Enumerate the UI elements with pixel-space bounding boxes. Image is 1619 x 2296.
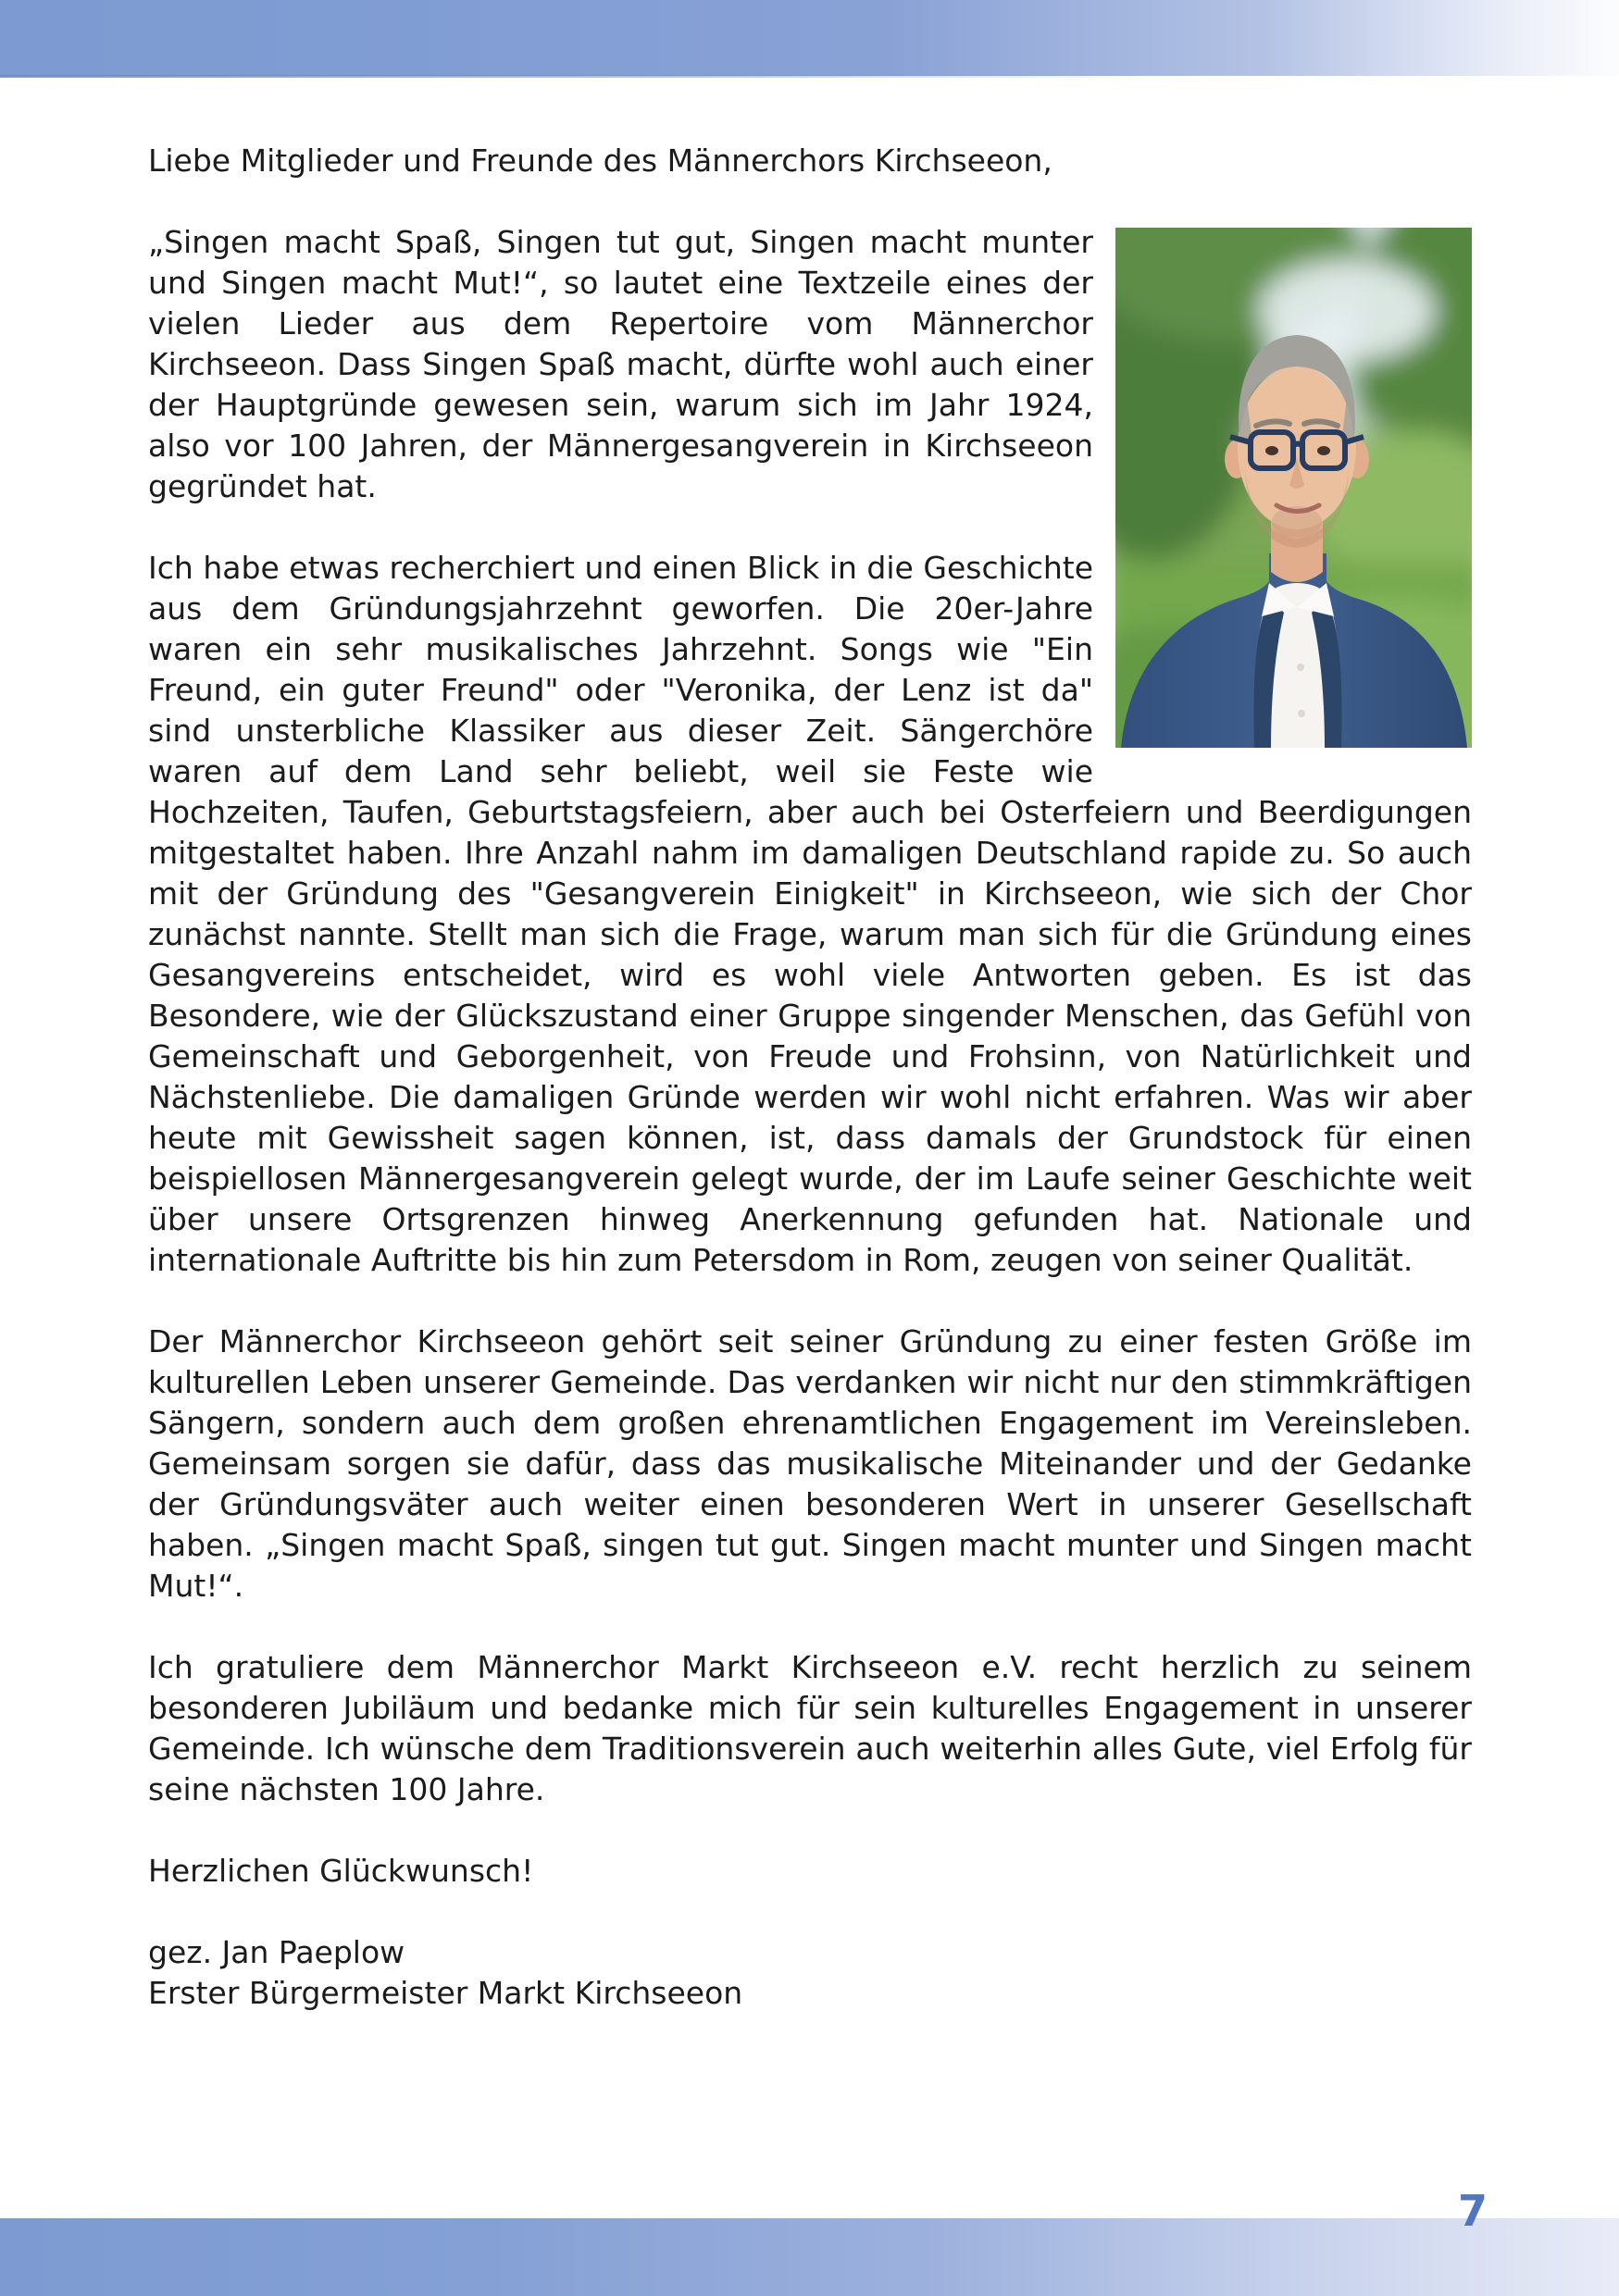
portrait-face xyxy=(1238,366,1356,529)
closing-line: Herzlichen Glückwunsch! xyxy=(148,1853,534,1889)
letter-body xyxy=(148,141,1472,2014)
letter-paragraph-gratulation: Ich gratuliere dem Männerchor Markt Kirchseeon e.V. recht herzlich zu seinem besonderen Jubiläum und bedanke mich für sein kulturelles Engagement in unserer Gemeinde. Ich wünsche dem Traditionsverein auch weiterhin alles Gute, viel Erfolg für seine nächsten 100 Jahre. xyxy=(148,1649,1472,1807)
portrait-photo xyxy=(1115,228,1472,748)
letter-paragraph-gemeinde: Der Männerchor Kirchseeon gehört seit seiner Gründung zu einer festen Größe im kulturellen Leben unserer Gemeinde. Das verdanken wir nicht nur den stimmkräftigen Sängern, sondern auch dem großen ehrenamtlichen Engagement im Vereinsleben. Gemeinsam sorgen sie dafür, dass das musikalische Miteinander und der Gedanke der Gründungsväter auch weiter einen besonderen Wert in unserer Gesellschaft haben. „Singen macht Spaß, singen tut gut. Singen macht munter und Singen macht Mut!“. xyxy=(148,1323,1472,1604)
letter-paragraph-geschichte: Ich habe etwas recherchiert und einen Blick in die Geschichte aus dem Gründungsjahrzehnt geworfen. Die 20er-Jahre waren ein sehr musikalisches Jahrzehnt. Songs wie "Ein Freund, ein guter Freund" oder "Veronika, der Lenz ist da" sind unsterbliche Klassiker aus dieser Zeit. Sängerchöre waren auf dem Land sehr beliebt, weil sie Feste wie Hochzeiten, Taufen, Geburtstagsfeiern, aber auch bei Osterfeiern und Beerdigungen mitgestaltet haben. Ihre Anzahl nahm im damaligen Deutschland rapide zu. So auch mit der Gründung des "Gesangverein Einigkeit" in Kirchseeon, wie sich der Chor zunächst nannte. Stellt man sich die Frage, warum man sich für die Gründung eines Gesangvereins entscheidet, wird es wohl viele Antworten geben. Es ist das Besondere, wie der Glückszustand einer Gruppe singender Menschen, das Gefühl von Gemeinschaft und Geborgenheit, von Freude und Frohsinn, von Natürlichkeit und Nächstenliebe. Die damaligen Gründe werden wir wohl nicht erfahren. Was wir aber heute mit Gewissheit sagen können, ist, dass damals der Grundstock für einen beispiellosen Männergesangverein gelegt wurde, der im Laufe seiner Geschichte weit über unsere Ortsgrenzen hinweg Anerkennung gefunden hat. Nationale und internationale Auftritte bis hin zum Petersdom in Rom, zeugen von seiner Qualität. xyxy=(148,550,1472,1278)
letter-paragraph-singen: „Singen macht Spaß, Singen tut gut, Singen macht munter und Singen macht Mut!“, so lautet eine Textzeile eines der vielen Lieder aus dem Repertoire vom Männerchor Kirchseeon. Dass Singen Spaß macht, dürfte wohl auch einer der Hauptgründe gewesen sein, warum sich im Jahr 1924, also vor 100 Jahren, der Männergesangverein in Kirchseeon gegründet hat. xyxy=(148,224,1093,504)
top-decorative-bar xyxy=(0,0,1619,76)
portrait-eye-right xyxy=(1317,446,1330,455)
page-number: 7 xyxy=(1457,2186,1488,2236)
signature-title: Erster Bürgermeister Markt Kirchseeon xyxy=(148,1975,743,2011)
signature-name: gez. Jan Paeplow xyxy=(148,1934,405,1970)
portrait-eye-left xyxy=(1265,446,1278,455)
bottom-decorative-bar xyxy=(0,2218,1619,2296)
salutation-line: Liebe Mitglieder und Freunde des Männerchors Kirchseeon, xyxy=(148,143,1052,179)
